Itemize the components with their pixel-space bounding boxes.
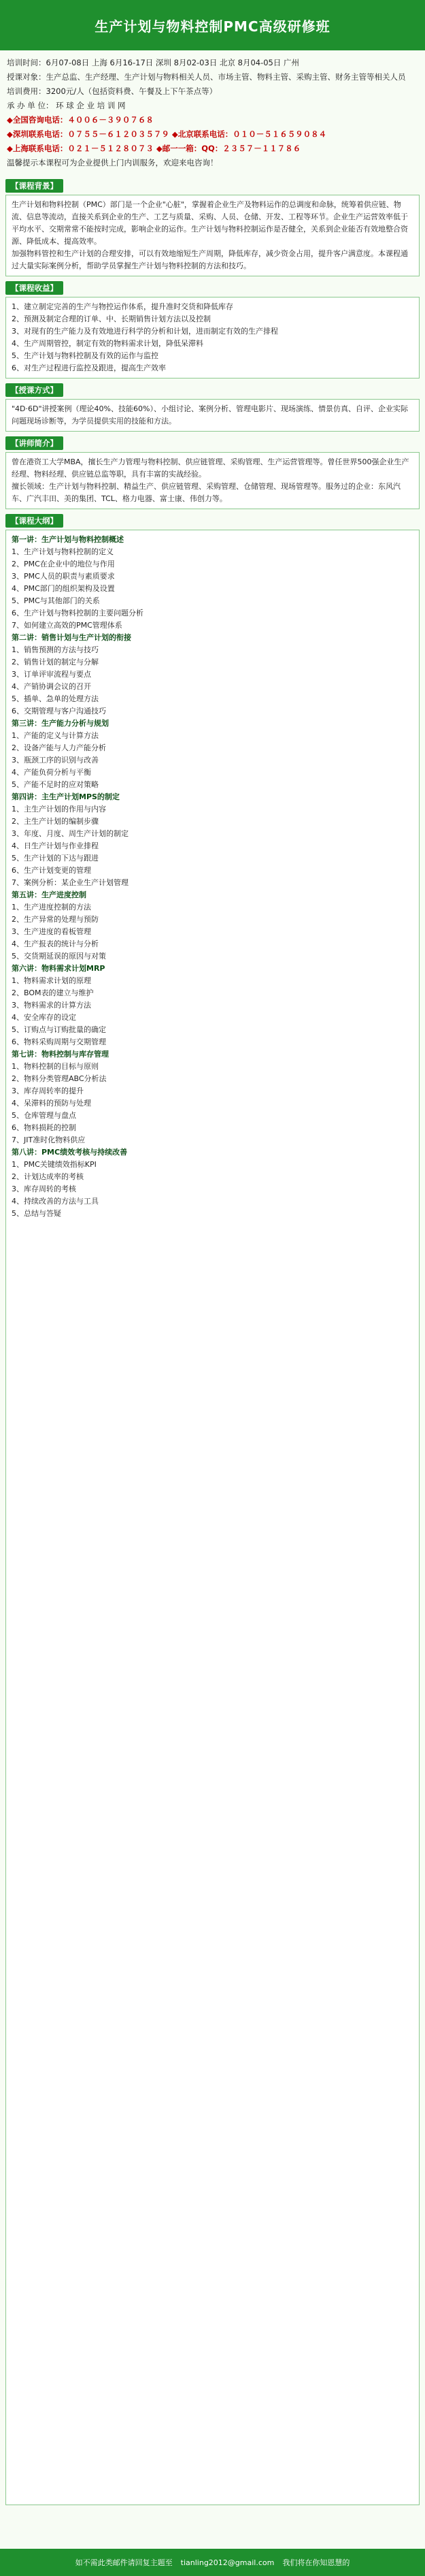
outline-item: 4、呆滞料的预防与处理: [12, 1099, 91, 1108]
list-item: 6、对生产过程进行监控及跟进，提高生产效率: [12, 364, 166, 372]
outline-item: 1、产能的定义与计算方法: [12, 731, 99, 740]
outline-item: 4、安全库存的设定: [12, 1013, 76, 1022]
outline-item: 4、PMC部门的组织架构及设置: [12, 584, 115, 593]
section-benefits: [5, 280, 420, 379]
info-organizer: 承 办 单 位： 环 球 企 业 培 训 网: [7, 101, 126, 110]
paragraph: 曾在港资工大学MBA，擅长生产力管理与物料控制、供应链管理、采购管理、生产运营管理等。曾任世界500强企业生产经理、物料经理、供应链总监等职，具有丰富的实战经验。: [12, 457, 409, 479]
outline-item: 3、瓶颈工序的识别与改善: [12, 756, 99, 764]
outline-item: 4、生产报表的统计与分析: [12, 939, 99, 948]
outline-item: 6、生产计划与物料控制的主要问题分析: [12, 609, 143, 617]
outline-item: 6、物料损耗的控制: [12, 1123, 76, 1132]
outline-item: 7、如何建立高效的PMC管理体系: [12, 621, 122, 630]
list-item: 1、建立制定完善的生产与物控运作体系，提升准时交货和降低库存: [12, 302, 233, 311]
outline-item: 5、仓库管理与盘点: [12, 1111, 76, 1120]
outline-chapter: 第七讲：物料控制与库存管理: [12, 1050, 109, 1059]
outline-item: 3、库存周转的考核: [12, 1185, 76, 1193]
outline-chapter: 第四讲：主生产计划MPS的制定: [12, 792, 120, 801]
outline-body: [5, 530, 420, 2505]
section-body: [5, 195, 420, 276]
footer-text: 如不需此类邮件请回复主题至: [75, 2558, 173, 2567]
section-heading: 【讲师简介】: [5, 436, 63, 450]
footer-text: 我们将在你知恩慧的: [282, 2558, 350, 2567]
outline-item: 3、订单评审流程与要点: [12, 670, 91, 679]
section-heading: 【课程大纲】: [5, 514, 63, 528]
outline-item: 1、PMC关键绩效指标KPI: [12, 1160, 97, 1169]
outline-chapter: 第六讲：物料需求计划MRP: [12, 964, 105, 973]
outline-item: 1、主生产计划的作用与内容: [12, 805, 106, 814]
section-lecturer: [5, 436, 420, 509]
section-body: [5, 399, 420, 432]
info-fee: 培训费用：3200元/人（包括资料费、午餐及上下午茶点等）: [7, 86, 218, 96]
info-contacts-2: ◆上海联系电话：０２１－５１２８０７３ ◆邮一一箱：QQ：２３５７－１１７８６: [7, 144, 301, 153]
paragraph: 加强物料管控和生产计划的合理安排，可以有效地缩短生产周期，降低库存，减少资金占用，提升客户满意度。本课程通过大量实际案例分析，帮助学员掌握生产计划与物料控制的方法和技巧。: [12, 249, 408, 270]
outline-item: 5、交货期延误的原因与对策: [12, 952, 106, 961]
outline-item: 5、产能不足时的应对策略: [12, 780, 99, 789]
outline-item: 2、生产异常的处理与预防: [12, 915, 99, 924]
outline-item: 2、计划达成率的考核: [12, 1172, 84, 1181]
outline-chapter: 第三讲：生产能力分析与规划: [12, 719, 109, 728]
footer-email-link[interactable]: tianling2012@gmail.com: [180, 2558, 275, 2567]
outline-item: 3、生产进度的看板管理: [12, 927, 91, 936]
outline-item: 7、案例分析：某企业生产计划管理: [12, 878, 129, 887]
outline-item: 3、库存周转率的提升: [12, 1086, 84, 1095]
outline-item: 5、总结与答疑: [12, 1209, 61, 1218]
outline-item: 1、物料需求计划的原理: [12, 976, 91, 985]
outline-item: 5、订购点与订购批量的确定: [12, 1025, 106, 1034]
outline-item: 4、持续改善的方法与工具: [12, 1197, 99, 1206]
course-info: [0, 50, 425, 174]
footer: [0, 2549, 425, 2576]
info-time: 培训时间：6月07-08日 上海 6月16-17日 深圳 8月02-03日 北京 8月04-05日 广州: [7, 58, 300, 67]
section-outline: [5, 513, 420, 2505]
section-heading: 【课程收益】: [5, 281, 63, 295]
outline-item: 2、设备产能与人力产能分析: [12, 743, 106, 752]
info-note: 温馨提示本课程可为企业提供上门内训服务，欢迎来电咨询！: [7, 158, 218, 167]
outline-chapter: 第五讲：生产进度控制: [12, 890, 86, 899]
outline-item: 1、物料控制的目标与原则: [12, 1062, 99, 1071]
outline-item: 6、生产计划变更的管理: [12, 866, 91, 875]
outline-item: 4、产销协调会议的召开: [12, 682, 91, 691]
outline-item: 3、年度、月度、周生产计划的制定: [12, 829, 129, 838]
outline-item: 3、PMC人员的职责与素质要求: [12, 572, 115, 581]
info-audience: 授课对象：生产总监、生产经理、生产计划与物料相关人员、市场主管、物料主管、采购主管、财务主管等相关人员: [7, 72, 406, 82]
outline-item: 1、生产进度控制的方法: [12, 903, 91, 912]
outline-item: 2、BOM表的建立与维护: [12, 988, 94, 997]
header-banner: [0, 0, 425, 50]
list-item: 3、对现有的生产能力及有效地进行科学的分析和计划，进而制定有效的生产排程: [12, 327, 278, 336]
section-heading: 【授课方式】: [5, 383, 63, 397]
paragraph: "4D·6D"讲授案例（理论40%、技能60%）、小组讨论、案例分析、管理电影片、现场演练、情景仿真、自评、企业实际问题现场诊断等，为学员提供实用的技能和方法。: [12, 404, 408, 425]
outline-item: 6、物料采购周期与交期管理: [12, 1037, 106, 1046]
list-item: 5、生产计划与物料控制及有效的运作与监控: [12, 351, 158, 360]
outline-item: 5、插单、急单的处理方法: [12, 694, 99, 703]
list-item: 4、生产周期管控，制定有效的物料需求计划，降低呆滞料: [12, 339, 203, 348]
outline-chapter: 第二讲：销售计划与生产计划的衔接: [12, 633, 131, 642]
section-method: [5, 383, 420, 432]
outline-item: 2、销售计划的制定与分解: [12, 658, 99, 666]
info-contacts-1: ◆深圳联系电话：０７５５－６１２０３５７９ ◆北京联系电话：０１０－５１６５９０８４: [7, 129, 327, 139]
outline-item: 1、生产计划与物料控制的定义: [12, 547, 114, 556]
outline-item: 5、PMC与其他部门的关系: [12, 596, 100, 605]
list-item: 2、预测及制定合理的订单、中、长期销售计划方法以及控制: [12, 315, 211, 323]
outline-item: 2、主生产计划的编制步骤: [12, 817, 99, 826]
section-background: [5, 178, 420, 276]
outline-item: 4、日生产计划与作业排程: [12, 841, 99, 850]
outline-chapter: 第一讲：生产计划与物料控制概述: [12, 535, 124, 544]
outline-item: 4、产能负荷分析与平衡: [12, 768, 91, 777]
page-title: 生产计划与物料控制PMC高级研修班: [95, 18, 330, 35]
paragraph: 擅长领域：生产计划与物料控制、精益生产、供应链管理、采购管理、仓储管理、现场管理等。服务过的企业：东风汽车、广汽丰田、美的集团、TCL、格力电器、富士康、伟创力等。: [12, 482, 401, 503]
section-body: [5, 452, 420, 509]
section-heading: 【课程背景】: [5, 179, 63, 193]
paragraph: 生产计划和物料控制（PMC）部门是一个企业"心脏"，掌握着企业生产及物料运作的总调度和命脉，统筹着供应链、物流、信息等流动，直接关系到企业的生产、工艺与质量、采购、人员、仓储、开发、工程等环节。企业生产运营效率低于平均水平、交期常常不能按时完成，影响企业的运作。生产计划与物料控制运作是否健全，关系到企业能否有效地整合资源、降低成本、提高效率。: [12, 200, 408, 246]
info-hotline: ◆全国咨询电话：４００６－３９０７６８: [7, 115, 154, 125]
section-body: [5, 297, 420, 379]
outline-item: 2、PMC在企业中的地位与作用: [12, 560, 115, 568]
outline-item: 2、物料分类管理ABC分析法: [12, 1074, 107, 1083]
outline-item: 6、交期管理与客户沟通技巧: [12, 707, 106, 715]
outline-item: 3、物料需求的计算方法: [12, 1001, 91, 1010]
outline-chapter: 第八讲：PMC绩效考核与持续改善: [12, 1148, 128, 1157]
outline-item: 1、销售预测的方法与技巧: [12, 645, 99, 654]
outline-item: 7、JIT准时化物料供应: [12, 1136, 86, 1144]
outline-item: 5、生产计划的下达与跟进: [12, 854, 99, 863]
